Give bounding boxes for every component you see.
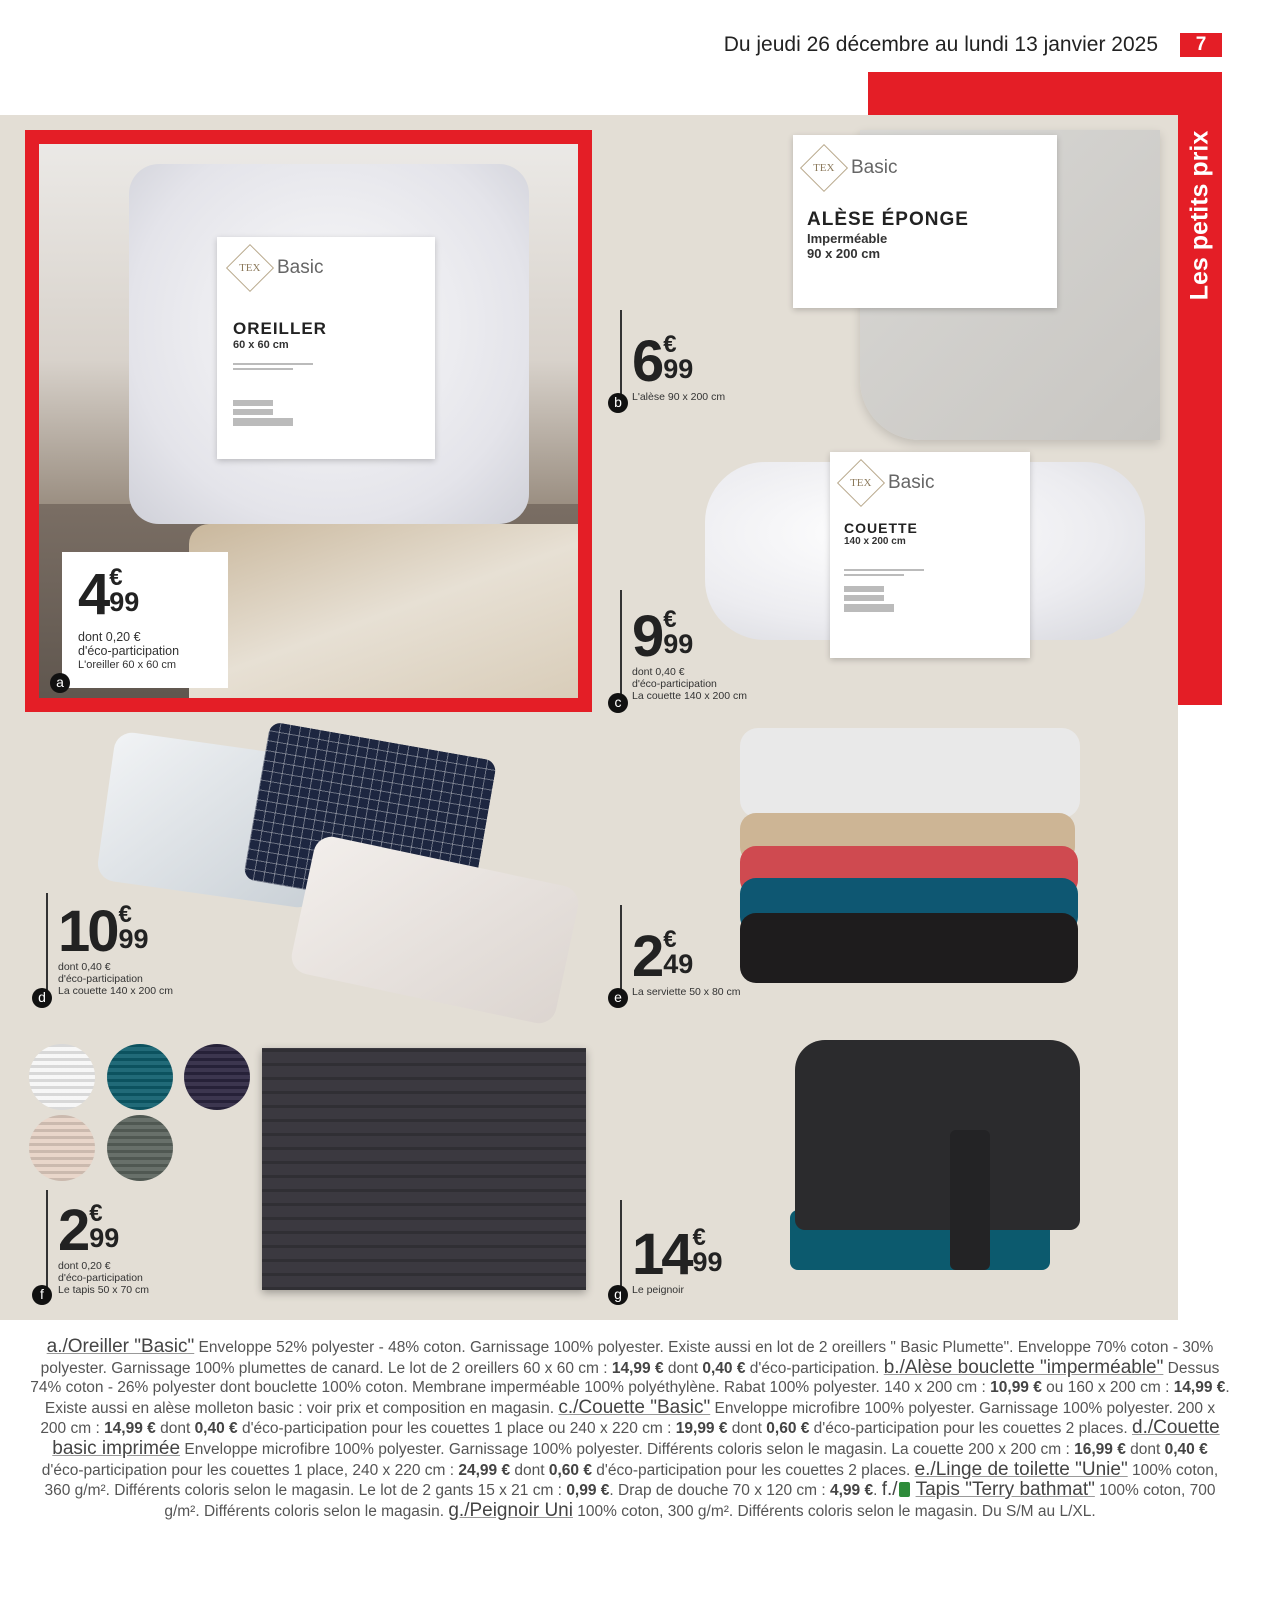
product-letter-b: b (608, 393, 628, 413)
package-title: ALÈSE ÉPONGE (807, 209, 969, 230)
product-desc: Le tapis 50 x 70 cm (58, 1284, 150, 1296)
swatch-beige (29, 1115, 95, 1181)
package-subtitle: Imperméable (807, 231, 888, 246)
divider (620, 1200, 622, 1290)
price-e (632, 924, 741, 998)
section-label (1178, 115, 1222, 315)
price-c (632, 604, 747, 702)
currency: € (663, 331, 677, 358)
product-link-c[interactable]: c./Couette "Basic" (558, 1396, 711, 1418)
eco-amount: dont 0,40 € (632, 666, 685, 678)
currency: € (663, 926, 677, 953)
price-integer: 2 (58, 1198, 88, 1263)
eco-label: d'éco-participation (58, 973, 143, 985)
brand-name: Basic (851, 157, 898, 178)
couette-package (830, 452, 1030, 658)
throw-image (189, 524, 579, 704)
swatch-green (107, 1115, 173, 1181)
price-decimal: 99 (89, 1223, 120, 1253)
price-decimal: 99 (109, 587, 140, 617)
package-title: COUETTE (844, 520, 918, 536)
product-letter-a: a (50, 673, 70, 693)
section-label-text: Les petits prix (1185, 130, 1214, 300)
eco-amount: dont 0,20 € (58, 1260, 111, 1272)
divider (620, 590, 622, 700)
eco-amount: dont 0,40 € (58, 961, 111, 973)
tex-basic-logo (233, 251, 419, 285)
product-letter-g: g (608, 1285, 628, 1305)
currency: € (109, 564, 123, 591)
tex-logo-icon: TEX (226, 244, 274, 292)
price-integer: 2 (632, 924, 662, 989)
swatch-purple (184, 1044, 250, 1110)
price-decimal: 99 (663, 354, 694, 384)
tex-basic-logo (844, 466, 1016, 500)
price-f (58, 1198, 150, 1296)
eco-amount: dont 0,20 € (78, 630, 141, 644)
eco-label: d'éco-participation (58, 1272, 143, 1284)
price-d (58, 899, 173, 997)
brand-name: Basic (888, 472, 935, 493)
package-size: 60 x 60 cm (233, 339, 289, 351)
tex-logo-icon: TEX (800, 144, 848, 192)
product-link-g[interactable]: g./Peignoir Uni (448, 1499, 573, 1521)
brand-name: Basic (277, 257, 324, 278)
package-title: OREILLER (233, 319, 327, 338)
price-decimal: 99 (663, 629, 694, 659)
price-integer: 14 (632, 1222, 691, 1287)
price-decimal: 49 (663, 949, 694, 979)
product-letter-e: e (608, 988, 628, 1008)
oreiller-package (217, 237, 435, 459)
currency: € (692, 1224, 706, 1251)
product-details-footer: a./Oreiller "Basic" Enveloppe 52% polyester - 48% coton. Garnissage 100% polyester. Existe aussi en lot de 2 oreillers " Basic Plumette". Enveloppe 70% coton - 30% polyester. Garnissage 100% plumettes de canard. Le lot de 2 oreillers 60 x 60 cm : 14,99 € dont 0,40 € d'éco-participation. b./Alèse bouclette "imperméable" Dessus 74% coton - 26% polyester dont bouclette 100% coton. Membrane imperméable 100% polyéthylène. Rabat 100% polyester. 140 x 200 cm : 10,99 € ou 160 x 200 cm : 14,99 €. Existe aussi en alèse molleton basic : voir prix et composition en magasin. c./Couette "Basic" Enveloppe microfibre 100% polyester. Garnissage 100% polyester. 200 x 200 cm : 14,99 € dont 0,40 € d'éco-participation pour les couettes 1 place ou 240 x 220 cm : 19,99 € dont 0,60 € d'éco-participation pour les couettes 2 places. d./Couette basic imprimée Enveloppe microfibre 100% polyester. Garnissage 100% polyester. Différents coloris selon le magasin. La couette 200 x 200 cm : 16,99 € dont 0,40 € d'éco-participation pour les couettes 1 place, 240 x 220 cm : 24,99 € dont 0,60 € d'éco-participation pour les couettes 2 places. e./Linge de toilette "Unie" 100% coton, 360 g/m². Différents coloris selon le magasin. Le lot de 2 gants 15 x 21 cm : 0,99 €. Drap de douche 70 x 120 cm : 4,99 €. f./ Tapis "Terry bathmat" 100% coton, 700 g/m². Différents coloris selon le magasin. g./Peignoir Uni 100% coton, 300 g/m². Différents coloris selon le magasin. Du S/M au L/XL. (30, 1336, 1230, 1521)
swatch-teal (107, 1044, 173, 1110)
divider (620, 905, 622, 995)
tex-logo-icon: TEX (837, 459, 885, 507)
product-desc: Le peignoir (632, 1284, 684, 1296)
eco-label: d'éco-participation (632, 678, 717, 690)
product-letter-d: d (32, 988, 52, 1008)
divider (46, 1190, 48, 1290)
product-link-f[interactable]: f./ (881, 1479, 898, 1501)
currency: € (663, 606, 677, 633)
alese-package (793, 135, 1057, 308)
price-decimal: 99 (692, 1247, 723, 1277)
price-integer: 6 (632, 329, 662, 394)
product-desc: La couette 140 x 200 cm (58, 985, 173, 997)
bathrobe-image (790, 1040, 1080, 1280)
product-link-d[interactable]: d./Couette basic imprimée (52, 1417, 1220, 1459)
section-bar (868, 72, 1222, 115)
divider (46, 893, 48, 993)
package-size: 140 x 200 cm (844, 536, 906, 547)
product-desc: La serviette 50 x 80 cm (632, 986, 741, 998)
product-link-b[interactable]: b./Alèse bouclette "imperméable" (883, 1356, 1164, 1378)
price-integer: 10 (58, 899, 117, 964)
eco-label: d'éco-participation (78, 644, 180, 658)
price-integer: 9 (632, 604, 662, 669)
product-link-f-name[interactable]: Tapis "Terry bathmat" (915, 1479, 1095, 1501)
divider (620, 310, 622, 400)
price-g (632, 1222, 723, 1296)
product-desc: L'oreiller 60 x 60 cm (78, 659, 177, 671)
product-desc: L'alèse 90 x 200 cm (632, 391, 726, 403)
product-letter-f: f (32, 1285, 52, 1305)
page-number: 7 (1180, 33, 1222, 57)
currency: € (118, 901, 132, 928)
tex-basic-logo (807, 151, 1043, 185)
currency: € (89, 1200, 103, 1227)
date-range: Du jeudi 26 décembre au lundi 13 janvier 2025 (723, 33, 1158, 56)
product-letter-c: c (608, 693, 628, 713)
price-b (632, 329, 726, 403)
towel-stack-image (740, 728, 1080, 986)
package-size: 90 x 200 cm (807, 246, 881, 261)
price-integer: 4 (78, 562, 108, 627)
product-link-e[interactable]: e./Linge de toilette "Unie" (914, 1458, 1128, 1480)
product-desc: La couette 140 x 200 cm (632, 690, 747, 702)
price-decimal: 99 (118, 924, 149, 954)
eco-leaf-icon (899, 1482, 910, 1497)
price-a (78, 562, 180, 672)
product-link-a[interactable]: a./Oreiller "Basic" (46, 1336, 195, 1357)
swatch-white (29, 1044, 95, 1110)
bathmat-image (262, 1048, 586, 1290)
